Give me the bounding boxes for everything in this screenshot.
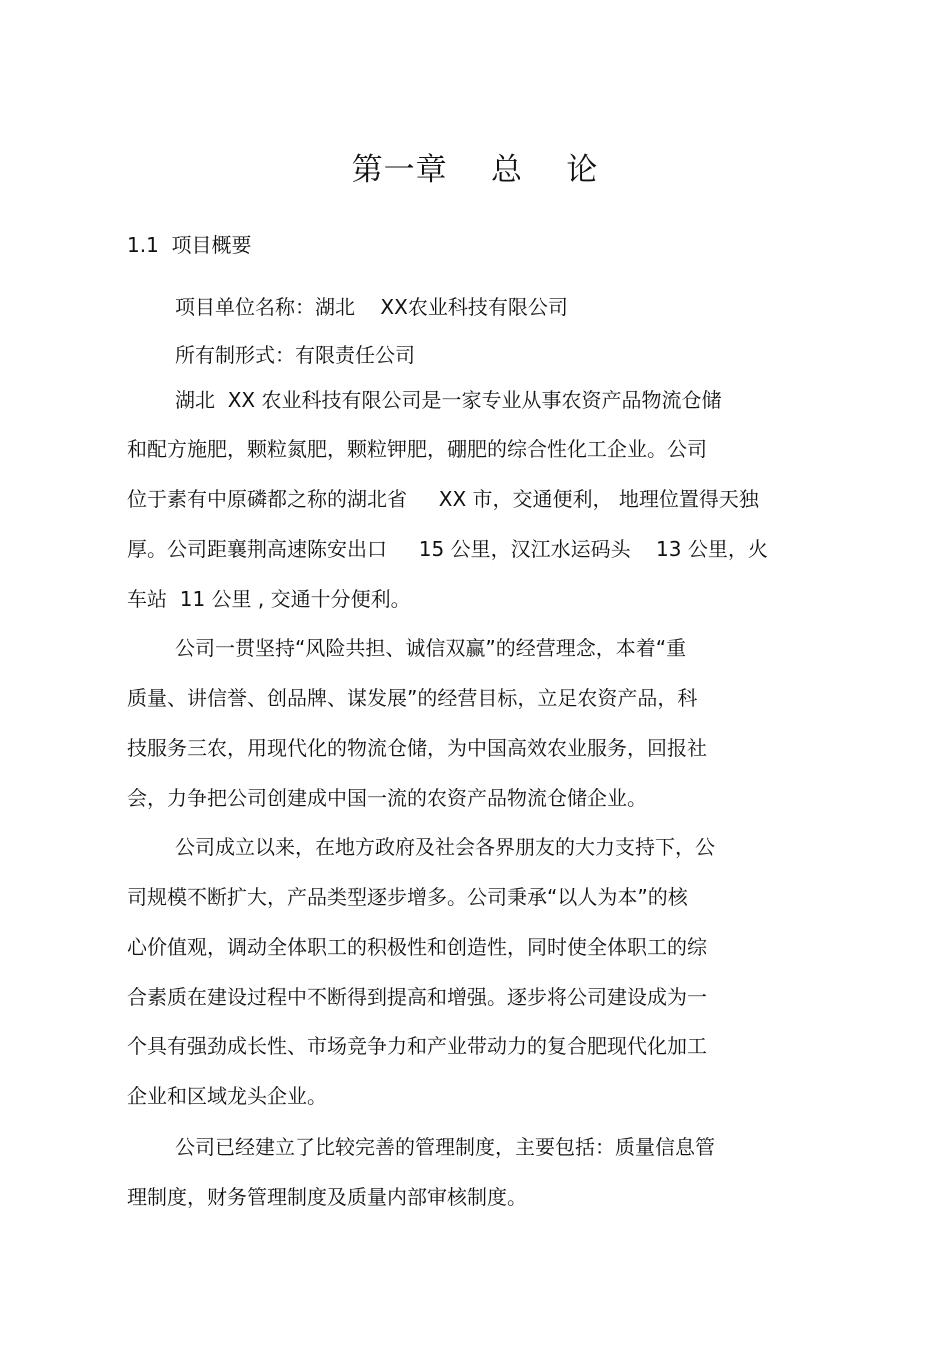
paragraph-3-line-3: 心价值观，调动全体职工的积极性和创造性，同时使全体职工的综 [127, 935, 707, 959]
paragraph-4-line-1: 公司已经建立了比较完善的管理制度，主要包括：质量信息管 [175, 1135, 715, 1159]
paragraph-1-line-2: 和配方施肥，颗粒氮肥，颗粒钾肥，硼肥的综合性化工企业。公司 [127, 437, 707, 461]
paragraph-1-line-1: 湖北 XX 农业科技有限公司是一家专业从事农资产品物流仓储 [175, 388, 722, 412]
chapter-title: 第一章 总 论 [351, 152, 599, 188]
paragraph-1-line-3: 位于素有中原磷都之称的湖北省 XX 市，交通便利， 地理位置得天独 [127, 487, 759, 511]
paragraph-3-line-5: 个具有强劲成长性、市场竞争力和产业带动力的复合肥现代化加工 [127, 1034, 707, 1058]
paragraph-1-line-5: 车站 11 公里 , 交通十分便利。 [127, 587, 411, 611]
paragraph-3-line-4: 合素质在建设过程中不断得到提高和增强。逐步将公司建设成为一 [127, 985, 707, 1009]
field-unit-name: 项目单位名称：湖北 XX农业科技有限公司 [175, 295, 568, 319]
paragraph-3-line-2: 司规模不断扩大，产品类型逐步增多。公司秉承“以人为本”的核 [127, 885, 688, 909]
paragraph-3-line-6: 企业和区域龙头企业。 [127, 1084, 327, 1108]
section-heading: 1.1 项目概要 [127, 233, 252, 257]
paragraph-2-line-2: 质量、讲信誉、创品牌、谋发展”的经营目标，立足农资产品，科 [127, 686, 698, 710]
paragraph-4-line-2: 理制度，财务管理制度及质量内部审核制度。 [127, 1185, 527, 1209]
paragraph-2-line-4: 会，力争把公司创建成中国一流的农资产品物流仓储企业。 [127, 786, 647, 810]
field-ownership: 所有制形式：有限责任公司 [175, 343, 415, 367]
paragraph-2-line-3: 技服务三农，用现代化的物流仓储，为中国高效农业服务，回报社 [127, 736, 707, 760]
paragraph-2-line-1: 公司一贯坚持“风险共担、诚信双赢”的经营理念，本着“重 [175, 636, 687, 660]
paragraph-1-line-4: 厚。公司距襄荆高速陈安出口 15 公里，汉江水运码头 13 公里，火 [127, 537, 768, 561]
paragraph-3-line-1: 公司成立以来，在地方政府及社会各界朋友的大力支持下，公 [175, 835, 715, 859]
